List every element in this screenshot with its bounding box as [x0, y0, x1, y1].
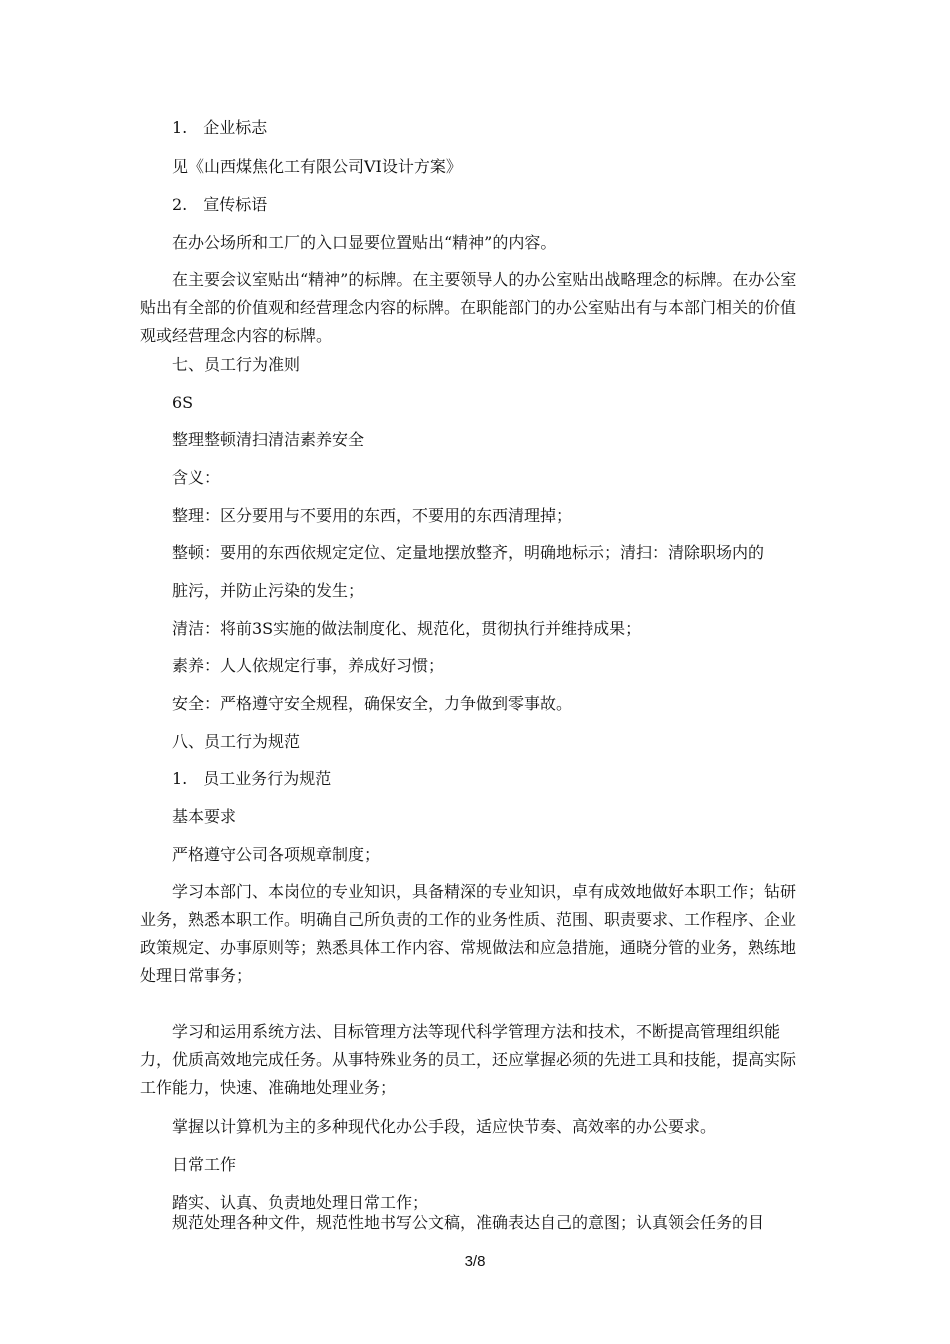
paragraph-meaning-label: 含义：	[172, 468, 221, 487]
paragraph-daily-diligence: 踏实、认真、负责地处理日常工作；	[172, 1193, 429, 1212]
paragraph-6s: 6S	[172, 393, 194, 412]
paragraph-shine-cont: 脏污，并防止污染的发生；	[172, 581, 365, 600]
paragraph-management-methods: 学习和运用系统方法、目标管理方法等现代科学管理方法和技术，不断提高管理组织能力，优质高效地完成任务。从事特殊业务的员工，还应掌握必须的先进工具和技能，提高实际工作能力，快速、准确地处理业务；	[140, 1022, 797, 1097]
paragraph-documents: 规范处理各种文件，规范性地书写公文稿，准确表达自己的意图；认真领会任务的目	[172, 1213, 765, 1232]
heading-basic-requirements: 基本要求	[172, 807, 237, 826]
heading-section-seven: 七、员工行为准则	[172, 355, 301, 374]
paragraph-sustain: 素养：人人依规定行事，养成好习惯；	[172, 656, 445, 675]
paragraph-sort: 整理：区分要用与不要用的东西，不要用的东西清理掉；	[172, 506, 573, 525]
heading-daily-work: 日常工作	[172, 1155, 237, 1174]
paragraph-professional-knowledge: 学习本部门、本岗位的专业知识，具备精深的专业知识，卓有成效地做好本职工作；钻研业务，熟悉本职工作。明确自己所负责的工作的业务性质、范围、职责要求、工作程序、企业政策规定、办事原则等；熟悉具体工作内容、常规做法和应急措施，通晓分管的业务，熟练地处理日常事务；	[140, 882, 797, 985]
page-number: 3/8	[464, 1253, 486, 1270]
paragraph-signage: 在主要会议室贴出“精神”的标牌。在主要领导人的办公室贴出战略理念的标牌。在办公室贴出有全部的价值观和经营理念内容的标牌。在职能部门的办公室贴出有与本部门相关的价值观或经营理念内容的标牌。	[140, 270, 797, 345]
paragraph-standardize: 清洁：将前3S实施的做法制度化、规范化，贯彻执行并维持成果；	[172, 619, 642, 638]
heading-slogans: 2. 宣传标语	[172, 195, 268, 214]
paragraph-entrance-posting: 在办公场所和工厂的入口显要位置贴出“精神”的内容。	[172, 233, 557, 252]
paragraph-rules: 严格遵守公司各项规章制度；	[172, 845, 381, 864]
paragraph-6s-items: 整理整顿清扫清洁素养安全	[172, 430, 365, 449]
paragraph-office-tools: 掌握以计算机为主的多种现代化办公手段，适应快节奏、高效率的办公要求。	[172, 1117, 717, 1136]
paragraph-vi-reference: 见《山西煤焦化工有限公司VI设计方案》	[172, 157, 462, 176]
heading-section-eight: 八、员工行为规范	[172, 732, 301, 751]
paragraph-set-in-order: 整顿：要用的东西依规定定位、定量地摆放整齐，明确地标示；清扫：清除职场内的	[172, 543, 765, 562]
heading-business-conduct: 1. 员工业务行为规范	[172, 769, 332, 788]
heading-corporate-logo: 1. 企业标志	[172, 118, 268, 137]
paragraph-safety: 安全：严格遵守安全规程，确保安全，力争做到零事故。	[172, 694, 573, 713]
